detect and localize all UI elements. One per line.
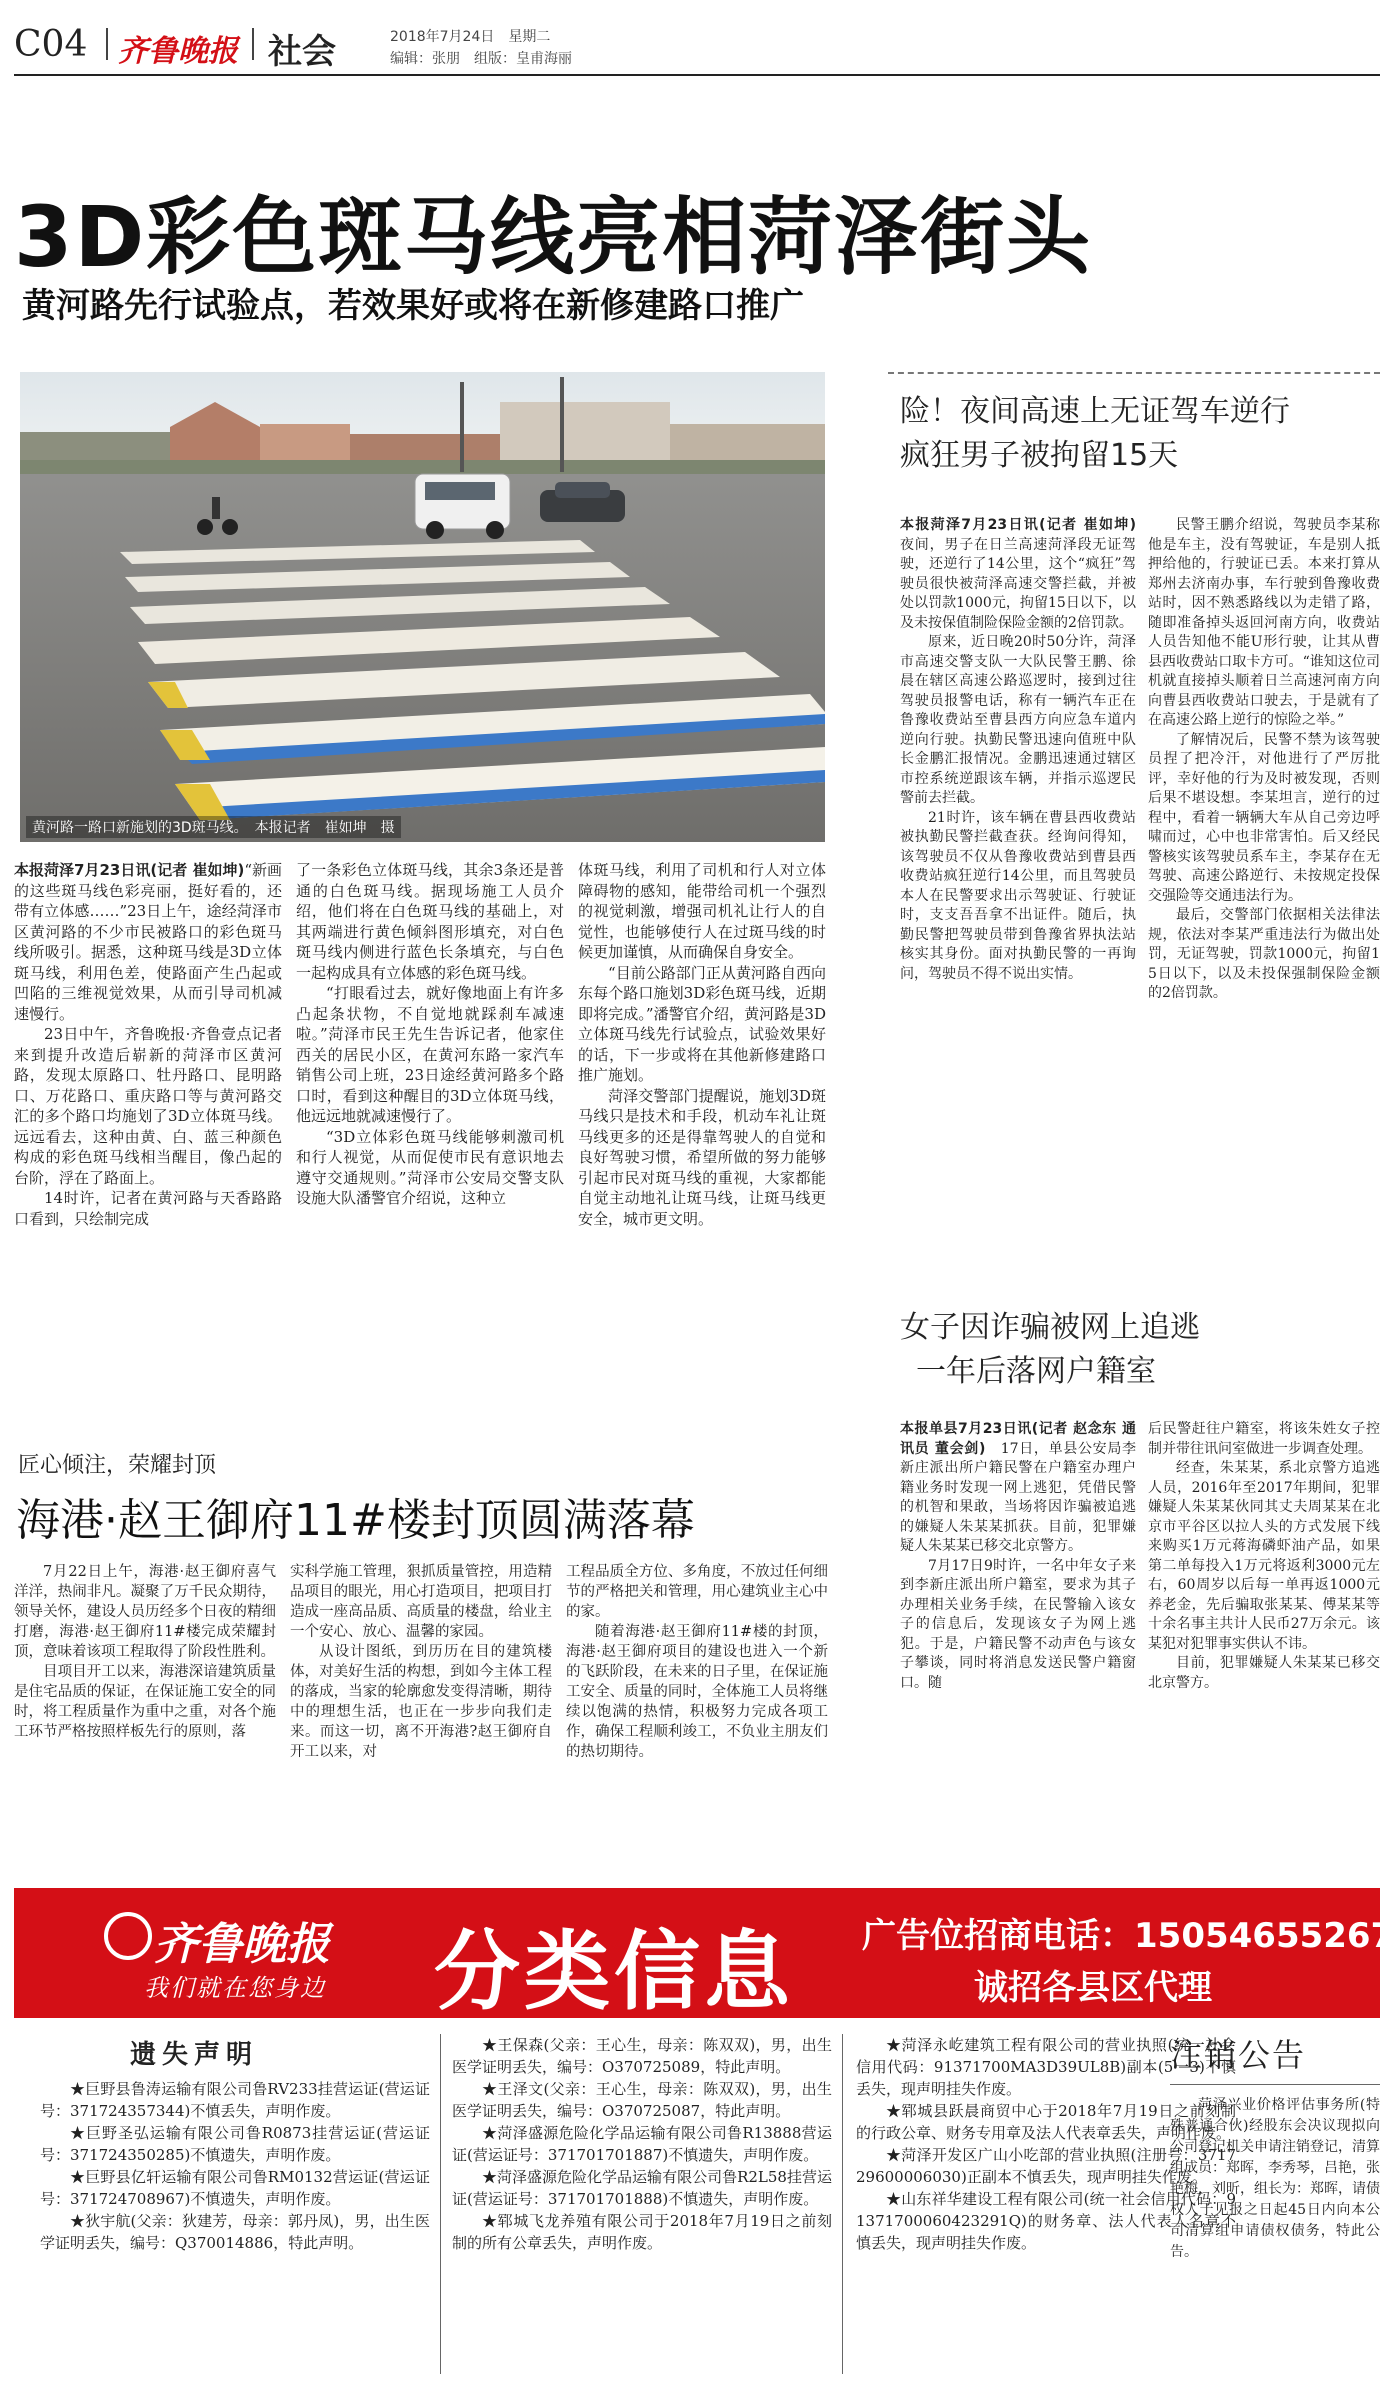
right1-col-a: 本报菏泽7月23日讯(记者 崔如坤) 夜间，男子在日兰高速菏泽段无证驾驶，还逆行了14公里，这个“疯狂”驾驶员很快被菏泽高速交警拦截，并被处以罚款1000元，拘留15日以下，以及未按保值制险保险金额的2倍罚款。 原来，近日晚20时50分许，菏泽市高速交警支队一大队民警王鹏、徐晨在辖区高速公路巡逻时，接到过往驾驶员报警电话，称有一辆汽车正在鲁豫收费站至曹县西方向应急车道内逆向行驶。执勤民警迅速向值班中队长金鹏汇报情况。金鹏迅速通过辖区市控系统逆跟该车辆，并指示巡逻民警前去拦截。 21时许，该车辆在曹县西收费站被执勤民警拦截查获。经询问得知，该驾驶员不仅从鲁豫收费站到曹县西收费站疯狂逆行14公里，而且驾驶员本人在民警要求出示驾驶证、行驶证时，支支吾吾拿不出证件。随后，执勤民警把驾驶员带到鲁豫省界执法站核实其身份。面对执勤民警的一再询问，驾驶员不得不说出实情。 (900, 517, 1136, 982)
main-col-3: 体斑马线，利用了司机和行人对立体障碍物的感知，能带给司机一个强烈的视觉刺激，增强司机礼让行人的自觉性，也能够使行人在过斑马线的时候更加谨慎，从而确保自身安全。 “目前公路部门正从黄河路自西向东每个路口施划3D彩色斑马线，近期即将完成。”潘警官介绍，黄河路是3D立体斑马线先行试验点，试验效果好的话，下一步或将在其他新修建路口推广施划。 菏泽交警部门提醒说，施划3D斑马线只是技术和手段，机动车礼让斑马线更多的还是得靠驾驶人的自觉和良好驾驶习惯，希望所做的努力能够引起市民对斑马线的重视，大家都能自觉主动地礼让斑马线，让斑马线更安全，城市更文明。 (578, 861, 826, 1228)
section-name: 社会 (268, 32, 336, 72)
main-lead: 本报菏泽7月23日讯(记者 崔如坤) (14, 861, 245, 879)
right-story-2-headline: 女子因诈骗被网上追逃 一年后落网户籍室 (900, 1310, 1200, 1389)
banner-phone: 广告位招商电话：15054655267 (862, 1916, 1395, 1956)
banner-agent: 诚招各县区代理 (974, 1968, 1212, 2008)
right1-col-b: 民警王鹏介绍说，驾驶员李某称他是车主，没有驾驶证，车是别人抵押给他的，行驶证已丢。本来打算从郑州去济南办事，车行驶到鲁豫收费站时，因不熟悉路线以为走错了路，随即准备掉头返回河南方向，收费站人员告知他不能U形行驶，让其从曹县西收费站口取卡方可。“谁知这位司机就直接掉头顺着日兰高速河南方向向曹县西收费站口驶去，于是就有了在高速公路上逆行的惊险之举。” 了解情况后，民警不禁为该驾驶员捏了把冷汗，对他进行了严厉批评，幸好他的行为及时被发现，否则后果不堪设想。李某坦言，逆行的过程中，看着一辆辆大车从自己旁边呼啸而过，心中也非常害怕。后又经民警核实该驾驶员系车主，李某存在无驾驶、高速公路逆行、未按规定投保交强险等交通违法行为。 最后，交警部门依据相关法律法规，依法对李某严重违法行为做出处罚，无证驾驶，罚款1000元，拘留15日以下，以及未投保强制保险金额的2倍罚款。 (1148, 517, 1380, 1001)
promo-kicker: 匠心倾注，荣耀封顶 (18, 1453, 217, 1478)
photo-caption: 黄河路一路口新施划的3D斑马线。 本报记者 崔如坤 摄 (26, 816, 401, 838)
classified-col-3: ★菏泽永屹建筑工程有限公司的营业执照(统一社会信用代码：91371700MA3D39UL8B)副本(5一3)不慎丢失，现声明挂失作废。 ★郓城县跃晨商贸中心于2018年7月19日之前刻制的行政公章、财务专用章及法人代表章丢失，声明作废。 ★菏泽开发区广山小吃部的营业执照(注册号：371729600006030)正副本不慎丢失，现声明挂失作废。 ★山东祥华建设工程有限公司(统一社会信用代码：91371700060423291Q)的财务章、法人代表人名章不慎丢失，现声明挂失作废。 (856, 2036, 1236, 2252)
issue-date: 2018年7月24日 星期二 (390, 29, 551, 45)
promo-col-2: 实科学施工管理，狠抓质量管控，用造精品项目的眼光，用心打造项目，把项目打造成一座高品质、高质量的楼盘，给业主一个安心、放心、温馨的家园。 从设计图纸，到历历在目的建筑楼体，对美好生活的构想，到如今主体工程的落成，当家的轮廓愈发变得清晰，期待中的理想生活，也正在一步步向我们走来。而这一切，离不开海港?赵王御府自开工以来，对 (290, 1564, 552, 1760)
editors: 编辑：张朋 组版：皇甫海丽 (390, 51, 572, 67)
classified-banner (14, 1888, 1395, 2022)
cancel-box (1170, 2030, 1380, 2380)
right-divider-rule (888, 372, 1380, 374)
crosswalk-photo (20, 372, 825, 842)
classified-col-1: ★巨野县鲁涛运输有限公司鲁RV233挂营运证(营运证号：371724357344)不慎丢失，声明作废。 ★巨野圣弘运输有限公司鲁R0873挂营运证(营运证号：371724350285)不慎遗失，声明作废。 ★巨野县亿轩运输有限公司鲁RM0132营运证(营运证号：371724708967)不慎遗失，声明作废。 ★狄宇航(父亲：狄建芳，母亲：郭丹凤)，男，出生医学证明丢失，编号：Q370014886，特此声明。 (40, 2080, 430, 2252)
banner-slogan: 我们就在您身边 (144, 1974, 326, 2002)
cancel-title: 注销公告 (1170, 2036, 1307, 2074)
main-headline: 3D彩色斑马线亮相菏泽街头 (14, 188, 1093, 286)
right2-col-a: 本报单县7月23日讯(记者 赵念东 通讯员 董会剑) 17日，单县公安局李新庄派出所户籍民警在户籍室办理户籍业务时发现一网上逃犯，凭借民警的机智和果敢，当场将因诈骗被追逃的嫌疑人朱某某抓获。目前，犯罪嫌疑人朱某某已移交北京警方。 7月17日9时许，一名中年女子来到李新庄派出所户籍室，要求为其子办理相关业务手续，在民警输入该女子的信息后，发现该女子为网上逃犯。于是，户籍民警不动声色与该女子攀谈，同时将消息发送民警户籍窗口。随 (900, 1421, 1136, 1691)
promo-headline: 海港·赵王御府11#楼封顶圆满落幕 (16, 1495, 695, 1546)
header-rule (14, 74, 1380, 76)
promo-col-3: 工程品质全方位、多角度，不放过任何细节的严格把关和管理，用心建筑业主心中的家。 随着海港·赵王御府11#楼的封顶，海港·赵王御府项目的建设也进入一个新的飞跃阶段，在未来的日子里，在保证施工安全、质量的同时，全体施工人员将继续以饱满的热情，积极努力完成各项工作，确保工程顺利竣工，不负业主朋友们的热切期待。 (566, 1564, 828, 1760)
promo-col-1: 7月22日上午，海港·赵王御府喜气洋洋，热闹非凡。凝聚了万千民众期待，领导关怀，建设人员历经多个日夜的精细打磨，海港·赵王御府11#楼完成荣耀封顶，意味着该项工程取得了阶段性胜利。 目项目开工以来，海港深谙建筑质量是住宅品质的保证，在保证施工安全的同时，将工程质量作为重中之重，对各个施工环节严格按照样板先行的原则，落 (14, 1564, 276, 1740)
main-col-1: 本报菏泽7月23日讯(记者 崔如坤)“新画的这些斑马线色彩亮丽，挺好看的，还带有立体感……”23日上午，途经菏泽市区黄河路的不少市民被路口的彩色斑马线所吸引。据悉，这种斑马线是3D立体斑马线，利用色差，使路面产生凸起或凹陷的三维视觉效果，从而引导司机减速慢行。 23日中午，齐鲁晚报·齐鲁壹点记者来到提升改造后崭新的菏泽市区黄河路，发现太原路口、牡丹路口、昆明路口、万花路口、重庆路口等与黄河路交汇的多个路口均施划了3D立体斑马线。远远看去，这种由黄、白、蓝三种颜色构成的彩色斑马线相当醒目，像凸起的台阶，浮在了路面上。 14时许，记者在黄河路与天香路路口看到，只绘制完成 (14, 861, 283, 1228)
main-col-2: 了一条彩色立体斑马线，其余3条还是普通的白色斑马线。据现场施工人员介绍，他们将在白色斑马线的基础上，对其两端进行黄色倾斜图形填充，对白色斑马线内侧进行蓝色长条填充，与白色一起构成具有立体感的彩色斑马线。 “打眼看过去，就好像地面上有许多凸起条状物，不自觉地就踩刹车减速啦。”菏泽市民王先生告诉记者，他家住西关的居民小区，在黄河东路一家汽车销售公司上班，23日途经黄河路多个路口时，看到这种醒目的3D立体斑马线，他远远地就减速慢行了。 “3D立体彩色斑马线能够刺激司机和行人视觉，从而促使市民有意识地去遵守交通规则。”菏泽市公安局交警支队设施大队潘警官介绍说，这种立 (296, 861, 564, 1207)
page-number: C04 (14, 24, 88, 65)
lost-title: 遗失声明 (130, 2040, 259, 2070)
main-subhead: 黄河路先行试验点，若效果好或将在新修建路口推广 (22, 286, 804, 326)
cancel-text: 菏泽兴业价格评估事务所(特殊普通合伙)经股东会决议现拟向公司登记机关申请注销登记，清算组成员：郑晖，李秀琴，吕艳，张艳梅，刘昕，组长为：郑晖，请债权人于见报之日起45日内向本公司清算组申请债权债务，特此公告。 (1170, 2097, 1380, 2260)
banner-logo-mark (104, 1912, 152, 1960)
right2-col-b: 后民警赶往户籍室，将该朱姓女子控制并带往讯问室做进一步调查处理。 经查，朱某某，系北京警方追逃人员，2016年至2017年期间，犯罪嫌疑人朱某某伙同其丈夫周某某在北京市平谷区以拉人头的方式发展下线来购买1万元蒋海磷虾油产品，如果第二单每投入1万元将返利3000元左右，60周岁以后每一单再返1000元养老金，先后骗取张某某、傅某某等十余名事主共计人民币27万余元。该某犯对犯罪事实供认不讳。 目前，犯罪嫌疑人朱某某已移交北京警方。 (1148, 1421, 1380, 1691)
banner-title: 分类信息 (434, 1922, 794, 2022)
paper-logo: 齐鲁晚报 (118, 34, 238, 69)
banner-brand: 齐鲁晚报 (154, 1919, 330, 1970)
crosswalk-image (20, 372, 825, 842)
classified-col-2: ★王保森(父亲：王心生，母亲：陈双双)，男，出生医学证明丢失，编号：O370725089，特此声明。 ★王泽文(父亲：王心生，母亲：陈双双)，男，出生医学证明丢失，编号：O370725087，特此声明。 ★菏泽盛源危险化学品运输有限公司鲁R13888营运证(营运证号：371701701887)不慎遗失，声明作废。 ★菏泽盛源危险化学品运输有限公司鲁R2L58挂营运证(营运证号：371701701888)不慎遗失，声明作废。 ★郓城飞龙养殖有限公司于2018年7月19日之前刻制的所有公章丢失，声明作废。 (452, 2036, 832, 2252)
page-header (14, 18, 1380, 70)
right-story-1-headline: 险！夜间高速上无证驾车逆行 疯狂男子被拘留15天 (900, 394, 1290, 473)
